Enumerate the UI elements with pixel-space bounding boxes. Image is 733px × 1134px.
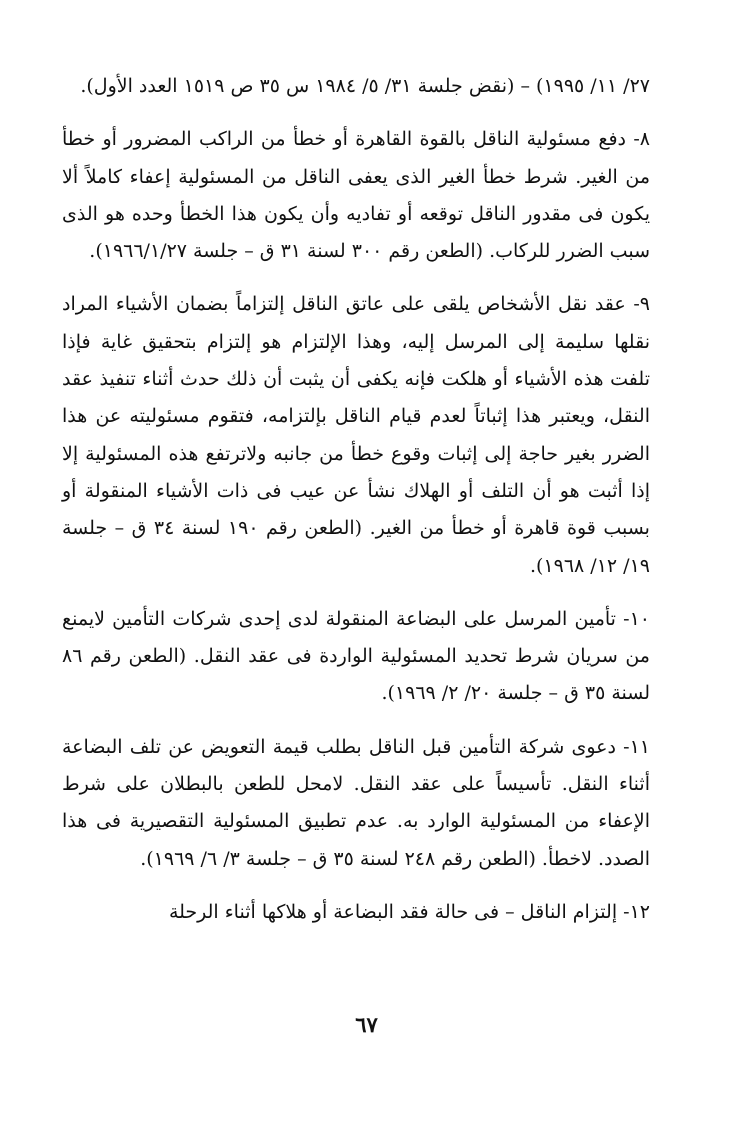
page-body [62,68,650,931]
paragraph-11: ١١- دعوى شركة التأمين قبل الناقل بطلب قيمة التعويض عن تلف البضاعة أثناء النقل. تأسيساً على عقد النقل. لامحل للطعن بالبطلان على شرط الإعفاء من المسئولية الوارد به. عدم تطبيق المسئولية التقصيرية فى هذا الصدد. لاخطأ. (الطعن رقم ٢٤٨ لسنة ٣٥ ق – جلسة ٣/ ٦/ ١٩٦٩). [62,735,650,870]
paragraph-8: ٨- دفع مسئولية الناقل بالقوة القاهرة أو خطأ من الراكب المضرور أو خطأ من الغير. شرط خطأ الغير الذى يعفى الناقل من المسئولية إعفاء كاملاً ألا يكون فى مقدور الناقل توقعه أو تفاديه وأن يكون هذا الخطأ وحده هو الذى سبب الضرر للركاب. (الطعن رقم ٣٠٠ لسنة ٣١ ق – جلسة ١٩٦٦/١/٢٧). [62,128,650,263]
paragraph-continuation: ٢٧/ ١١/ ١٩٩٥) – (نقض جلسة ٣١/ ٥/ ١٩٨٤ س ٣٥ ص ١٥١٩ العدد الأول). [80,75,650,97]
paragraph-10: ١٠- تأمين المرسل على البضاعة المنقولة لدى إحدى شركات التأمين لايمنع من سريان شرط تحديد المسئولية الواردة فى عقد النقل. (الطعن رقم ٨٦ لسنة ٣٥ ق – جلسة ٢٠/ ٢/ ١٩٦٩). [62,607,650,705]
paragraph-9: ٩- عقد نقل الأشخاص يلقى على عاتق الناقل إلتزاماً بضمان الأشياء المراد نقلها سليمة إلى المرسل إليه، وهذا الإلتزام هو إلتزام بتحقيق غاية فإذا تلفت هذه الأشياء أو هلكت فإنه يكفى أن يثبت أن ذلك حدث أثناء تنفيذ عقد النقل، ويعتبر هذا إثباتاً لعدم قيام الناقل بإلتزامه، فتقوم مسئوليته عن هذا الضرر بغير حاجة إلى إثبات وقوع خطأ من جانبه ولاترتفع هذه المسئولية إلا إذا أثبت هو أن التلف أو الهلاك نشأ عن عيب فى ذات الأشياء المنقولة أو بسبب قوة قاهرة أو خطأ من الغير. (الطعن رقم ١٩٠ لسنة ٣٤ ق – جلسة ١٩/ ١٢/ ١٩٦٨). [62,293,650,577]
paragraph-12: ١٢- إلتزام الناقل – فى حالة فقد البضاعة أو هلاكها أثناء الرحلة [168,900,650,923]
page-number: ٦٧ [355,1012,378,1037]
